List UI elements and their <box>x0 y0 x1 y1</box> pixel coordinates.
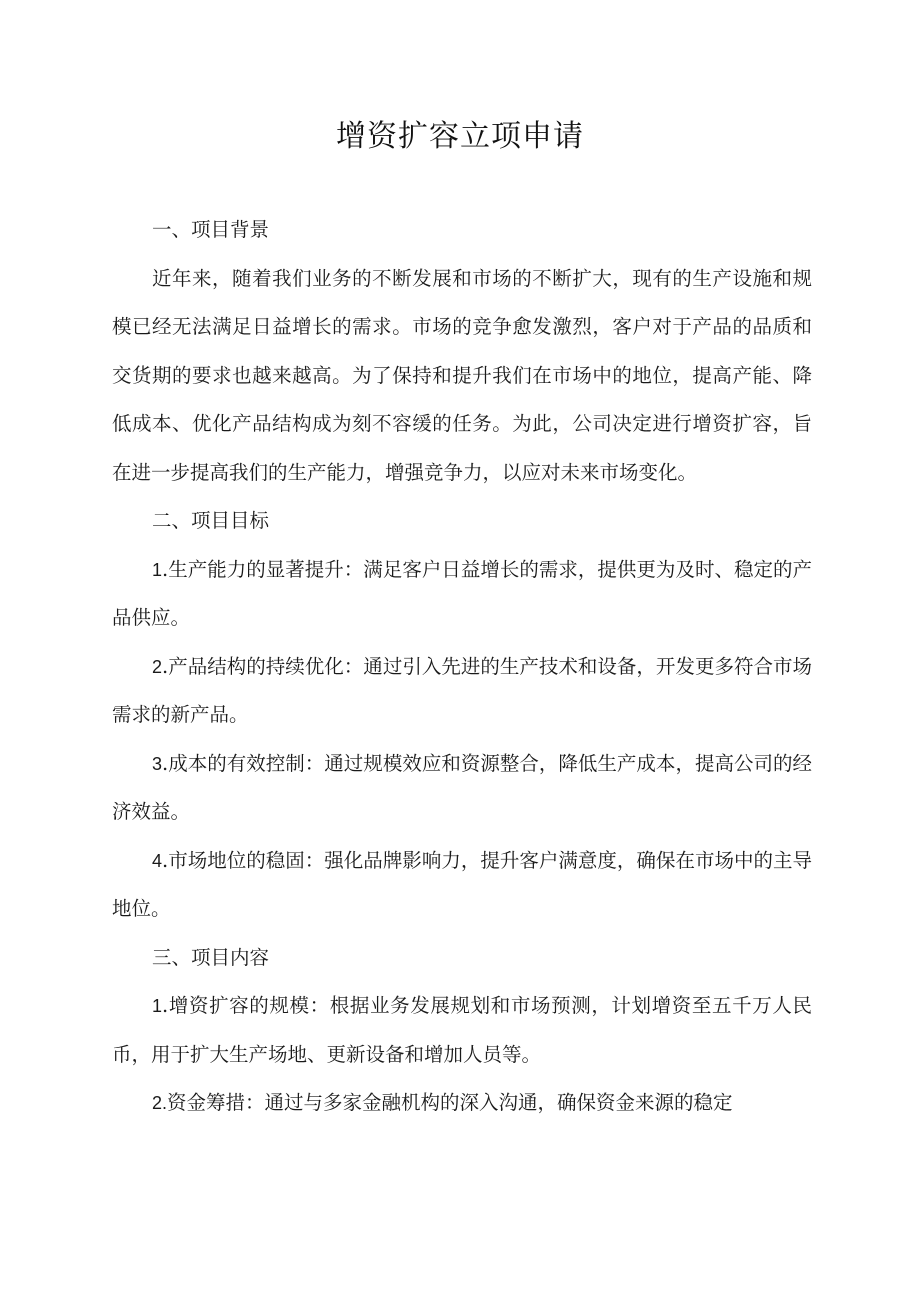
background-paragraph: 近年来，随着我们业务的不断发展和市场的不断扩大，现有的生产设施和规模已经无法满足日益增长的需求。市场的竞争愈发激烈，客户对于产品的品质和交货期的要求也越来越高。为了保持和提升我们在市场中的地位，提高产能、降低成本、优化产品结构成为刻不容缓的任务。为此，公司决定进行增资扩容，旨在进一步提高我们的生产能力，增强竞争力，以应对未来市场变化。 <box>112 266 812 484</box>
goal-item-3-text: .成本的有效控制：通过规模效应和资源整合，降低生产成本，提高公司的经济效益。 <box>112 751 812 823</box>
content-item-1-text: .增资扩容的规模：根据业务发展规划和市场预测，计划增资至五千万人民币，用于扩大生产场地、更新设备和增加人员等。 <box>112 994 812 1066</box>
goal-item-1 <box>112 546 812 643</box>
content-item-1-number: 1 <box>152 996 163 1016</box>
document-body <box>112 206 812 1128</box>
goal-item-3-number: 3 <box>152 753 163 774</box>
section-heading-goals: 二、项目目标 <box>152 509 270 532</box>
goal-item-2-number: 2 <box>152 656 163 677</box>
content-item-2-number: 2. <box>152 1093 168 1113</box>
section-heading-content: 三、项目内容 <box>152 945 270 969</box>
content-item-2-text: 资金筹措：通过与多家金融机构的深入沟通，确保资金来源的稳定 <box>167 1091 733 1114</box>
goal-item-2 <box>112 643 812 740</box>
goal-item-1-text: .生产能力的显著提升：满足客户日益增长的需求，提供更为及时、稳定的产品供应。 <box>112 557 812 629</box>
content-item-2 <box>112 1079 812 1128</box>
section-heading-background: 一、项目背景 <box>152 218 270 241</box>
goal-item-3 <box>112 740 812 837</box>
document-title: 增资扩容立项申请 <box>336 119 584 154</box>
content-item-1 <box>112 982 812 1079</box>
goal-item-4-text: .市场地位的稳固：强化品牌影响力，提升客户满意度，确保在市场中的主导地位。 <box>112 848 812 920</box>
goal-item-4 <box>112 837 812 934</box>
goal-item-4-number: 4 <box>152 850 163 871</box>
goal-item-2-text: .产品结构的持续优化：通过引入先进的生产技术和设备，开发更多符合市场需求的新产品。 <box>112 654 812 726</box>
goal-item-1-number: 1 <box>152 559 163 580</box>
